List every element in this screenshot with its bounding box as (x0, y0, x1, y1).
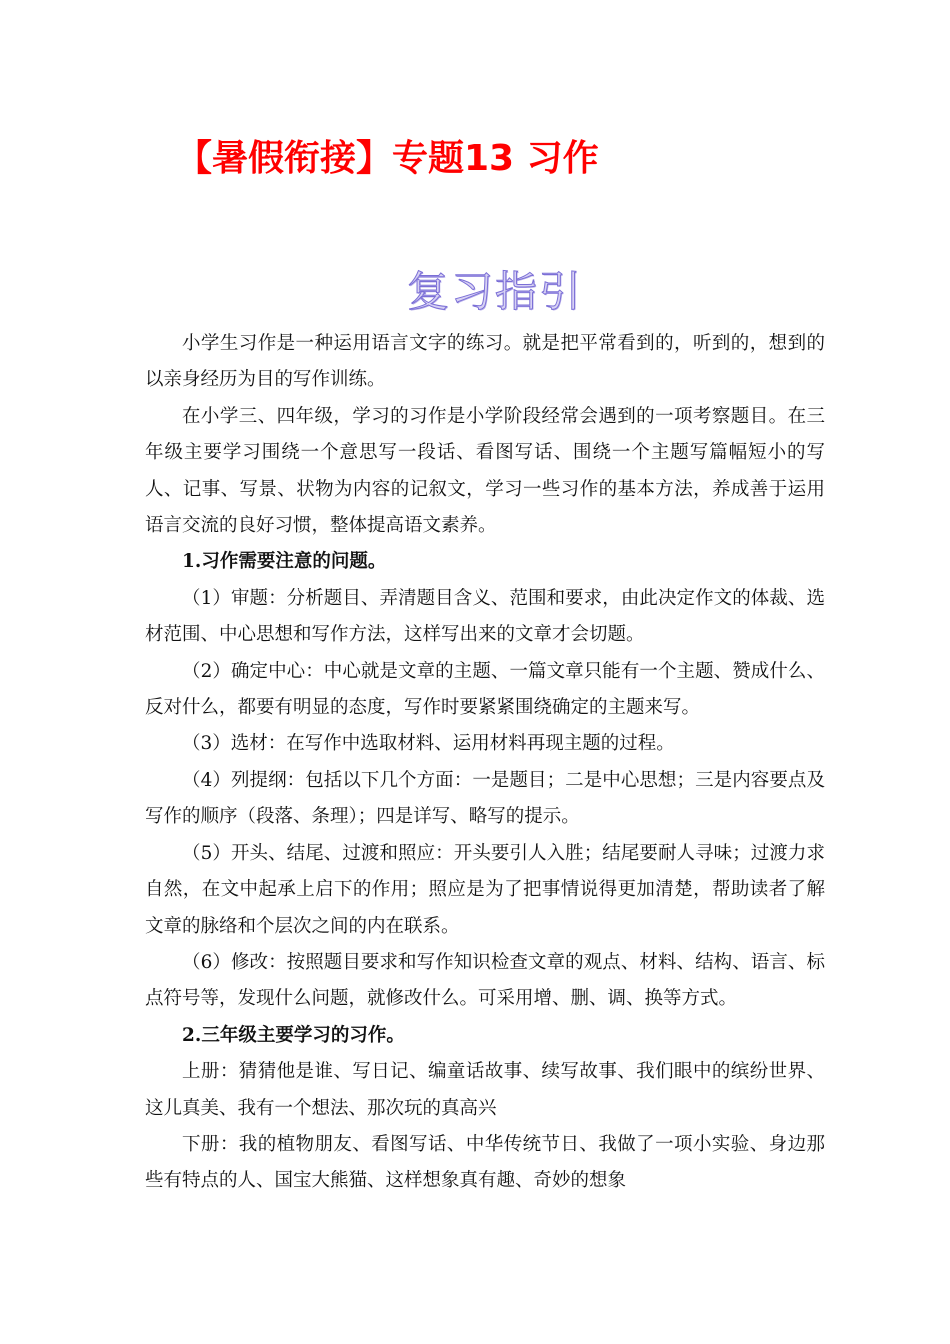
document-body (145, 326, 825, 1200)
paragraph: （2）确定中心：中心就是文章的主题、一篇文章只能有一个主题、赞成什么、反对什么，都要有明显的态度，写作时要紧紧围绕确定的主题来写。 (145, 660, 825, 719)
paragraph: （5）开头、结尾、过渡和照应：开头要引人入胜；结尾要耐人寻味；过渡力求自然，在文中起承上启下的作用；照应是为了把事情说得更加清楚，帮助读者了解文章的脉络和个层次之间的内在联系。 (145, 842, 825, 937)
paragraph: （3）选材：在写作中选取材料、运用材料再现主题的过程。 (182, 733, 675, 755)
paragraph: 上册：猜猜他是谁、写日记、编童话故事、续写故事、我们眼中的缤纷世界、这儿真美、我有一个想法、那次玩的真高兴 (145, 1061, 825, 1119)
paragraph: （6）修改：按照题目要求和写作知识检查文章的观点、材料、结构、语言、标点符号等，发现什么问题，就修改什么。可采用增、删、调、换等方式。 (145, 951, 825, 1010)
paragraph: 下册：我的植物朋友、看图写话、中华传统节日、我做了一项小实验、身边那些有特点的人、国宝大熊猫、这样想象真有趣、奇妙的想象 (145, 1133, 825, 1192)
paragraph: 在小学三、四年级，学习的习作是小学阶段经常会遇到的一项考察题目。在三年级主要学习围绕一个意思写一段话、看图写话、围绕一个主题写篇幅短小的写人、记事、写景、状物为内容的记叙文，学习一些习作的基本方法，养成善于运用语言交流的良好习惯，整体提高语文素养。 (145, 405, 825, 537)
review-guide-heading: 复习指引 (406, 267, 583, 316)
section-heading: 1.习作需要注意的问题。 (182, 551, 387, 573)
page-title: 【暑假衔接】专题13 习作 (176, 138, 599, 179)
paragraph: （1）审题：分析题目、弄清题目含义、范围和要求，由此决定作文的体裁、选材范围、中心思想和写作方法，这样写出来的文章才会切题。 (145, 587, 825, 646)
paragraph: （4）列提纲：包括以下几个方面：一是题目；二是中心思想；三是内容要点及写作的顺序（段落、条理）；四是详写、略写的提示。 (145, 769, 825, 828)
section-heading: 2.三年级主要学习的习作。 (182, 1024, 405, 1046)
paragraph: 小学生习作是一种运用语言文字的练习。就是把平常看到的，听到的，想到的以亲身经历为目的写作训练。 (145, 333, 825, 391)
